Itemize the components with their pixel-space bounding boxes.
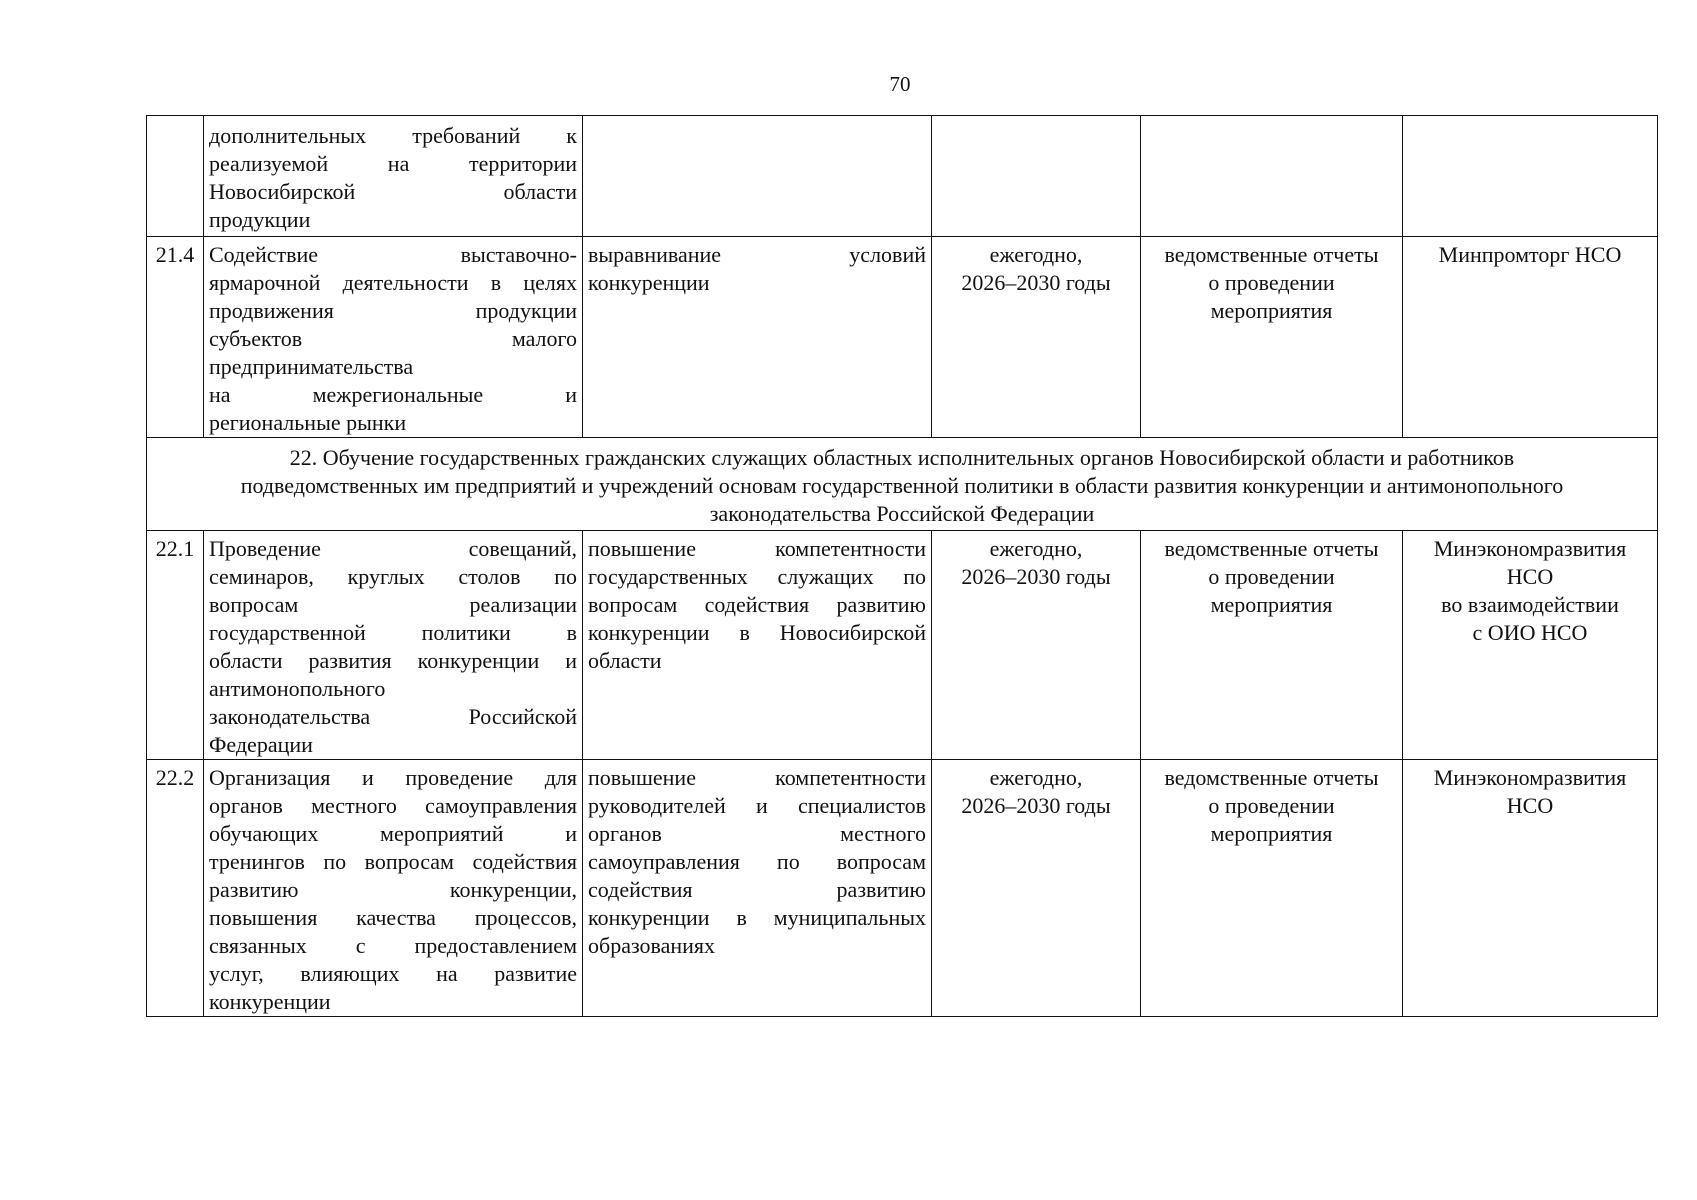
section-heading-line: 22. Обучение государственных гражданских служащих областных исполнительных органов Новосибирской области и работников [289, 445, 1515, 470]
measure-line: субъектов малого [209, 326, 577, 351]
report-cell [1141, 237, 1403, 438]
table-row-21-4 [147, 237, 1658, 438]
measure-line: конкуренции [209, 989, 331, 1014]
result-cell [583, 531, 932, 760]
report-line: о проведении [1208, 793, 1335, 818]
result-line: образованиях [588, 933, 716, 958]
measure-cell [204, 531, 583, 760]
measure-line: антимонопольного [209, 676, 386, 701]
term-line: 2026–2030 годы [961, 564, 1111, 589]
measure-line: законодательства Российской [209, 704, 577, 729]
row-number-cell: 22.1 [147, 531, 204, 760]
row-number-cell [147, 116, 204, 237]
measure-line: Новосибирской области [209, 179, 577, 204]
measure-line: связанных с предоставлением [209, 933, 577, 958]
measure-line: на межрегиональные и [209, 382, 577, 407]
measure-line: области развития конкуренции и [209, 648, 577, 673]
responsible-line: во взаимодействии [1441, 592, 1619, 617]
result-line: самоуправления по вопросам [588, 849, 926, 874]
term-line: 2026–2030 годы [961, 793, 1111, 818]
table-row-22-1 [147, 531, 1658, 760]
measure-line: продукции [209, 207, 311, 232]
result-line: органов местного [588, 821, 926, 846]
result-line: повышение компетентности [588, 765, 926, 790]
result-line: конкуренции в Новосибирской [588, 620, 926, 645]
measure-line: реализуемой на территории [209, 151, 577, 176]
measure-line: предпринимательства [209, 354, 414, 379]
result-line: содействия развитию [588, 877, 926, 902]
term-line: ежегодно, [989, 242, 1083, 267]
responsible-line: НСО [1506, 793, 1554, 818]
measure-cell [204, 760, 583, 1017]
report-line: мероприятия [1210, 821, 1333, 846]
term-cell [932, 760, 1141, 1017]
measure-line: Проведение совещаний, [209, 536, 577, 561]
measure-cell [204, 237, 583, 438]
measure-line: органов местного самоуправления [209, 793, 577, 818]
report-line: о проведении [1208, 564, 1335, 589]
term-line: ежегодно, [989, 765, 1083, 790]
measure-line: тренингов по вопросам содействия [209, 849, 577, 874]
measure-line: государственной политики в [209, 620, 577, 645]
table-row-22-2 [147, 760, 1658, 1017]
section-heading [147, 438, 1658, 531]
section-heading-line: подведомственных им предприятий и учреждений основам государственной политики в области развития конкуренции и антимонопольного [240, 473, 1564, 498]
report-line: ведомственные отчеты [1164, 536, 1379, 561]
responsible-line: Минэкономразвития [1433, 765, 1627, 790]
report-cell [1141, 531, 1403, 760]
result-line: области [588, 648, 662, 673]
row-number-cell: 22.2 [147, 760, 204, 1017]
measure-line: обучающих мероприятий и [209, 821, 577, 846]
result-line: конкуренции [588, 270, 710, 295]
responsible-line: Минэкономразвития [1433, 536, 1627, 561]
responsible-line: с ОИО НСО [1472, 620, 1588, 645]
result-line: конкуренции в муниципальных [588, 905, 926, 930]
measure-line: вопросам реализации [209, 592, 577, 617]
measure-line: дополнительных требований к [209, 123, 577, 148]
measure-line: услуг, влияющих на развитие [209, 961, 577, 986]
measure-line: Федерации [209, 732, 313, 757]
measure-line: продвижения продукции [209, 298, 577, 323]
measure-cell [204, 116, 583, 237]
responsible-cell [1403, 760, 1658, 1017]
result-line: выравнивание условий [588, 242, 926, 267]
report-cell [1141, 760, 1403, 1017]
measure-line: ярмарочной деятельности в целях [209, 270, 577, 295]
report-line: мероприятия [1210, 298, 1333, 323]
row-number-cell: 21.4 [147, 237, 204, 438]
report-line: ведомственные отчеты [1164, 242, 1379, 267]
measure-line: региональные рынки [209, 410, 407, 435]
responsible-line: НСО [1506, 564, 1554, 589]
report-line: о проведении [1208, 270, 1335, 295]
page-number: 70 [889, 72, 911, 96]
result-line: вопросам содействия развитию [588, 592, 926, 617]
measure-line: семинаров, круглых столов по [209, 564, 577, 589]
responsible-cell [1403, 116, 1658, 237]
measure-line: Содействие выставочно- [209, 242, 577, 267]
measure-line: Организация и проведение для [209, 765, 577, 790]
result-line: государственных служащих по [588, 564, 926, 589]
section-heading-row [147, 438, 1658, 531]
result-cell [583, 237, 932, 438]
responsible-cell [1403, 531, 1658, 760]
responsible-cell [1403, 237, 1658, 438]
measure-line: развитию конкуренции, [209, 877, 577, 902]
report-line: ведомственные отчеты [1164, 765, 1379, 790]
result-cell [583, 760, 932, 1017]
result-line: руководителей и специалистов [588, 793, 926, 818]
term-line: 2026–2030 годы [961, 270, 1111, 295]
responsible-line: Минпромторг НСО [1438, 242, 1622, 267]
measures-table [146, 115, 1658, 1017]
term-cell [932, 237, 1141, 438]
result-cell [583, 116, 932, 237]
term-line: ежегодно, [989, 536, 1083, 561]
measure-line: повышения качества процессов, [209, 905, 577, 930]
table-row-continuation [147, 116, 1658, 237]
report-line: мероприятия [1210, 592, 1333, 617]
report-cell [1141, 116, 1403, 237]
result-line: повышение компетентности [588, 536, 926, 561]
section-heading-line: законодательства Российской Федерации [709, 501, 1095, 526]
term-cell [932, 531, 1141, 760]
term-cell [932, 116, 1141, 237]
